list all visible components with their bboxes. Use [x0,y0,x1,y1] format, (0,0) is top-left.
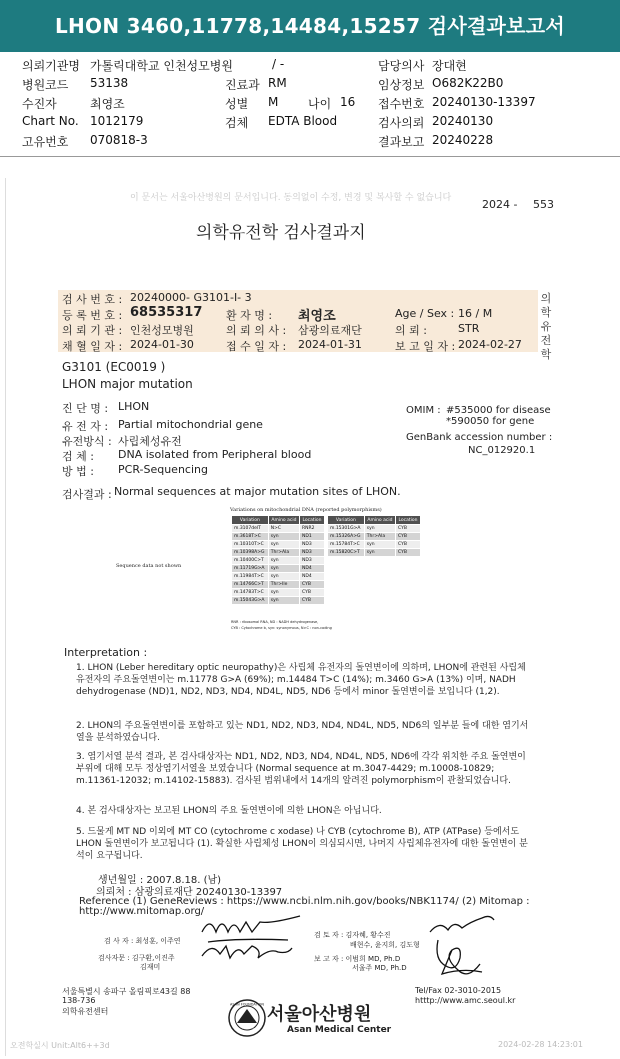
interp-title: Interpretation : [64,646,148,659]
patient-label: 환 자 명 : [226,309,273,322]
omim-gene: *590050 for gene [446,416,535,427]
svg-text:ASAN FOUNDATION: ASAN FOUNDATION [229,1002,265,1007]
table-row [232,533,325,541]
table-cell: CYB [396,525,421,533]
signature-image [190,910,590,990]
table-cell: m.15326A>G [328,533,365,541]
info-value: 070818-3 [90,133,148,147]
table-row [232,565,325,573]
table-header: Location [300,516,325,525]
table-cell: syn [364,541,395,549]
table-cell: m.15301G>A [328,525,365,533]
method-label: 방 법 : [62,465,94,478]
method: PCR-Sequencing [118,463,208,476]
info-value: 53138 [90,76,129,90]
table-cell: syn [268,597,299,605]
info-value: EDTA Blood [268,114,338,128]
info-label: 담당의사 [378,59,425,73]
seq-note: Sequence data not shown [116,563,182,569]
info-label: 의뢰기관명 [22,59,80,73]
table-row [232,589,325,597]
info-value: 가톨릭대학교 인천성모병원 [90,59,233,73]
table-cell: CYB [300,597,325,605]
info-label: 성별 [225,97,249,111]
table-cell: m.14783T>C [232,589,269,597]
info-value: O682K22B0 [432,76,504,90]
table-cell: syn [268,533,299,541]
footer-right: 2024-02-28 14:23:01 [498,1040,583,1049]
info-value: RM [268,76,287,90]
footer-left: 오전학실시 Unit:Alt6++3d [10,1041,110,1050]
table-cell: syn [268,565,299,573]
table-cell: N>C [268,525,299,533]
order: STR [458,322,480,335]
recv-date: 2024-01-31 [298,338,362,351]
hospital-name-en: Asan Medical Center [287,1025,392,1035]
assistant-2: 김재미 [140,963,161,971]
result: Normal sequences at major mutation sites of LHON. [114,485,401,498]
address-3: 의학유전센터 [62,1007,109,1016]
test-code: G3101 (EC0019 ) [62,360,166,374]
table-cell: m.14766C>T [232,581,269,589]
table-footnote: RNR : ribosomal RNA, ND : NADH dehydrogenase, [231,620,319,624]
doctor: 삼광의료재단 [298,324,362,337]
table-header: Location [396,516,421,525]
assistant: 검사자문 : 김구환,이진주 [98,954,175,962]
table-cell: m.3618T>C [232,533,269,541]
table-header: Variation [232,516,269,525]
table-cell: m.10400C>T [232,557,269,565]
inst: 인천성모병원 [130,324,194,337]
table-cell: ND4 [300,573,325,581]
inst-label: 의 뢰 기 관 : [62,324,123,337]
diag-label: 진 단 명 : [62,402,109,415]
table-row [232,573,325,581]
reviewer-2: 배현수, 윤지희, 김도형 [350,941,420,949]
table-row [232,557,325,565]
table-cell: CYB [396,533,421,541]
variation-table-left [231,515,325,605]
asan-foundation-seal [228,999,266,1037]
reporter: 보 고 자 : 이범희 MD, Ph.D [314,955,401,963]
doc-title: 의학유전학 검사결과지 [196,223,366,243]
reference-url: http://www.mitomap.org/ [79,906,205,917]
interp-2: 2. LHON의 주요돌연변이를 포함하고 있는 ND1, ND2, ND3, ND4, ND4L, ND5, ND6의 일부분 들에 대한 염기서열을 분석하였습니다. [76,721,529,743]
patient-name: 최영조 [298,309,336,324]
table-cell: m.10310T>C [232,541,269,549]
table-header: Variation [328,516,365,525]
info-value: 20240130 [432,114,494,128]
report-title: LHON 3460,11778,14484,15257 검사결과보고서 [0,0,620,52]
reg-no: 68535317 [130,305,203,320]
info-label: 나이 [308,97,332,111]
inheritance: 사립체성유전 [118,435,182,448]
table-cell: syn [364,525,395,533]
table-cell: m.11719G>A [232,565,269,573]
info-label: 진료과 [225,78,260,92]
hospital-name-ko: 서울아산병원 [267,1004,372,1025]
table-cell: ND3 [300,549,325,557]
info-label: 병원코드 [22,78,69,92]
interp-3: 3. 염기서열 분석 결과, 본 검사대상자는 ND1, ND2, ND3, ND4, ND4L, ND5, ND6에 각각 위치한 주요 돌연변이 부위에 대해 모두 정상염기서열을 보였습니다 (Normal sequence at m.3047-4429; m.10008-10829; m.11361-12032; m.14102-15883). 검사된 범위내에서 14개의 알려진 polymorphism이 관찰되었습니다. [76,752,526,786]
agesex: 16 / M [458,307,493,320]
table-row [232,541,325,549]
info-value: 20240228 [432,133,494,147]
table-cell: Thr>Ala [268,549,299,557]
info-value: 16 [340,95,356,109]
info-label: Chart No. [22,114,79,128]
svg-text:아산재단: 아산재단 [239,1024,255,1029]
table-footnote-2: CYB : Cytochrome b, syn: synonymous, N>C : non-coding [231,626,332,630]
reporter-2: 서울주 MD, Ph.D [352,964,407,972]
table-cell: m.3107delT [232,525,269,533]
table-cell: syn [268,557,299,565]
divider [0,156,620,157]
address-1: 서울특별시 송파구 올림픽로43길 88 [62,987,191,996]
table-cell: m.10398A>G [232,549,269,557]
table-cell: CYB [396,549,421,557]
interp-4: 4. 본 검사대상자는 보고된 LHON의 주요 돌연변이에 의한 LHON은 아닙니다. [76,806,382,816]
table-cell: RNR2 [300,525,325,533]
vertical-dept: 의학유전학 [540,292,552,361]
table-cell: syn [268,589,299,597]
doc-number-suffix: 553 [533,198,554,211]
gene-label: 유 전 자 : [62,420,109,433]
table-cell: ND3 [300,557,325,565]
result-label: 검사결과 : [62,488,112,501]
exam-no-label: 검 사 번 호 : [62,293,123,306]
info-label: 고유번호 [22,135,69,149]
recv-label: 접 수 일 자 : [226,340,287,353]
inheritance-label: 유전방식 : [62,435,112,448]
table-row [232,597,325,605]
info-label: 결과보고 [378,135,425,149]
reviewer: 검 토 자 : 김자혜, 황수진 [314,931,391,939]
info-value: 최영조 [90,97,125,111]
agesex-label: Age / Sex : [395,307,455,320]
table-row [328,541,421,549]
requester: 의뢰처 : 삼광의료재단 20240130-13397 [96,887,283,898]
info-label: 수진자 [22,97,57,111]
info-label: 검체 [225,116,249,130]
tel: Tel/Fax 02-3010-2015 [415,986,502,995]
doctor-label: 의 뢰 의 사 : [226,324,287,337]
exam-no: 20240000- G3101-I- 3 [130,291,252,304]
table-header: Amino acid [364,516,395,525]
specimen: DNA isolated from Peripheral blood [118,448,312,461]
genbank-label: GenBank accession number : [406,432,553,443]
diag: LHON [118,400,150,413]
table-cell: m.15784T>C [328,541,365,549]
table-row [232,525,325,533]
table-cell: Thr>Ala [364,533,395,541]
birth: 생년월일 : 2007.8.18. (남) [98,875,222,886]
website: htttp://www.amc.seoul.kr [415,996,516,1005]
interp-1: 1. LHON (Leber hereditary optic neuropathy)은 사립체 유전자의 돌연변이에 의하며, LHON에 관련된 사립체 유전자의 주요돌연변이는 m.11778 G>A (69%); m.14484 T>C (14%); m.3460 G>A (13%) 이며, NADH dehydrogenase (ND)1, ND2, ND3, ND4, ND4L, ND5, ND6 등에서 minor 돌연변이를 보입니다 (1,2). [76,663,526,697]
table-cell: syn [268,541,299,549]
table-row [328,549,421,557]
info-value: 20240130-13397 [432,95,536,109]
specimen-label: 검 체 : [62,450,94,463]
table-cell: Thr>Ile [268,581,299,589]
table-header: Amino acid [268,516,299,525]
test-name: LHON major mutation [62,377,193,391]
coll-label: 채 혈 일 자 : [62,340,123,353]
gene: Partial mitochondrial gene [118,418,263,431]
table-cell: CYB [300,589,325,597]
table-caption: Variations on mitochondrial DNA (reported polymorphisms) [230,507,382,513]
table-cell: ND3 [300,541,325,549]
address-2: 138-736 [62,996,96,1005]
omim-disease: #535000 for disease [446,405,551,416]
table-cell: syn [364,549,395,557]
table-row [328,533,421,541]
info-label: 접수번호 [378,97,425,111]
variation-table-right [327,515,421,557]
table-cell: ND1 [300,533,325,541]
info-value: M [268,95,279,109]
rep-date: 2024-02-27 [458,338,522,351]
slash-text: / - [272,57,285,71]
table-cell: m.11984T>C [232,573,269,581]
coll-date: 2024-01-30 [130,338,194,351]
reg-no-label: 등 록 번 호 : [62,309,123,322]
table-cell: CYB [396,541,421,549]
table-cell: m.15820C>T [328,549,365,557]
info-label: 검사의뢰 [378,116,425,130]
info-value: 장대현 [432,59,467,73]
watermark: 이 문서는 서울아산병원의 문서입니다. 동의없이 수정, 변경 및 복사할 수 없습니다 [130,193,452,203]
table-row [232,549,325,557]
table-cell: CYB [300,581,325,589]
table-row [232,581,325,589]
examiner: 검 사 자 : 최성훈, 이주연 [104,937,181,945]
table-cell: m.15043G>A [232,597,269,605]
doc-number: 2024 - [482,198,518,211]
genbank: NC_012920.1 [468,445,536,456]
omim-label: OMIM : [406,405,441,416]
table-cell: ND4 [300,565,325,573]
table-row [328,525,421,533]
interp-5: 5. 드물게 MT ND 이외에 MT CO (cytochrome c xodase) 나 CYB (cytochrome B), ATP (ATPase) 등에서도 LHON 돌연변이가 보고됩니다 (1). 확실한 사립체성 LHON이 의심되시면, 나머지 사립체유전자에 대한 돌연변이 분석이 요구됩니다. [76,827,528,861]
info-value: 1012179 [90,114,144,128]
order-label: 의 뢰 : [395,324,427,337]
reference: Reference (1) GeneReviews : https://www.ncbi.nlm.nih.gov/books/NBK1174/ (2) Mitomap : [79,896,530,907]
info-label: 임상정보 [378,78,425,92]
table-cell: syn [268,573,299,581]
rep-label: 보 고 일 자 : [395,340,456,353]
